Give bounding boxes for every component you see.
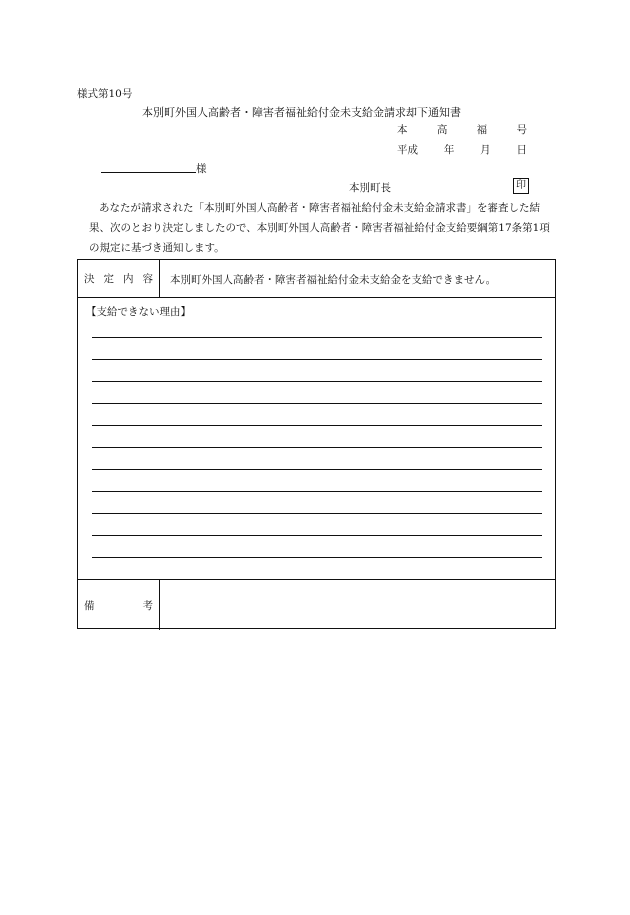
reason-line [92, 557, 542, 558]
addressee-suffix: 様 [196, 163, 207, 175]
reason-heading: 【支給できない理由】 [86, 306, 191, 318]
date-line [397, 142, 527, 157]
reference-char: 福 [476, 124, 488, 136]
reference-char: 高 [436, 124, 448, 136]
reason-line [92, 447, 542, 448]
decision-table [77, 259, 556, 629]
month-label: 月 [480, 144, 491, 156]
reference-number-line [397, 122, 527, 137]
reason-line [92, 359, 542, 360]
reference-char: 号 [516, 124, 527, 136]
remarks-label-char: 備 [84, 599, 95, 612]
reason-line [92, 403, 542, 404]
decision-label [78, 260, 160, 297]
reason-line [92, 425, 542, 426]
year-label: 年 [443, 144, 455, 156]
sender-title: 本別町長 [349, 182, 391, 194]
addressee-blank [101, 172, 196, 173]
seal-box: 印 [513, 178, 529, 194]
decision-label-char: 定 [103, 273, 114, 285]
day-label: 日 [516, 144, 527, 156]
decision-label-char: 内 [123, 273, 134, 285]
reason-line [92, 469, 542, 470]
remarks-label [78, 580, 160, 630]
remarks-row [78, 579, 555, 630]
reason-line [92, 381, 542, 382]
era-label: 平成 [397, 144, 418, 156]
form-number: 様式第10号 [77, 88, 133, 100]
reference-char: 本 [397, 124, 408, 136]
remarks-label-char: 考 [142, 599, 153, 612]
decision-row [78, 260, 555, 298]
decision-label-char: 容 [142, 273, 153, 285]
document-title: 本別町外国人高齢者・障害者福祉給付金未支給金請求却下通知書 [142, 106, 461, 119]
decision-value: 本別町外国人高齢者・障害者福祉給付金未支給金を支給できません。 [170, 274, 497, 286]
reason-line [92, 535, 542, 536]
reason-line [92, 337, 542, 338]
body-paragraph: あなたが請求された「本別町外国人高齢者・障害者福祉給付金未支給金請求書」を審査した結果、次のとおり決定しましたので、本別町外国人高齢者・障害者福祉給付金支給要綱第17条第1項の規定に基づき通知します。 [89, 202, 550, 254]
decision-label-char: 決 [84, 273, 95, 285]
reason-line [92, 491, 542, 492]
reason-line [92, 513, 542, 514]
